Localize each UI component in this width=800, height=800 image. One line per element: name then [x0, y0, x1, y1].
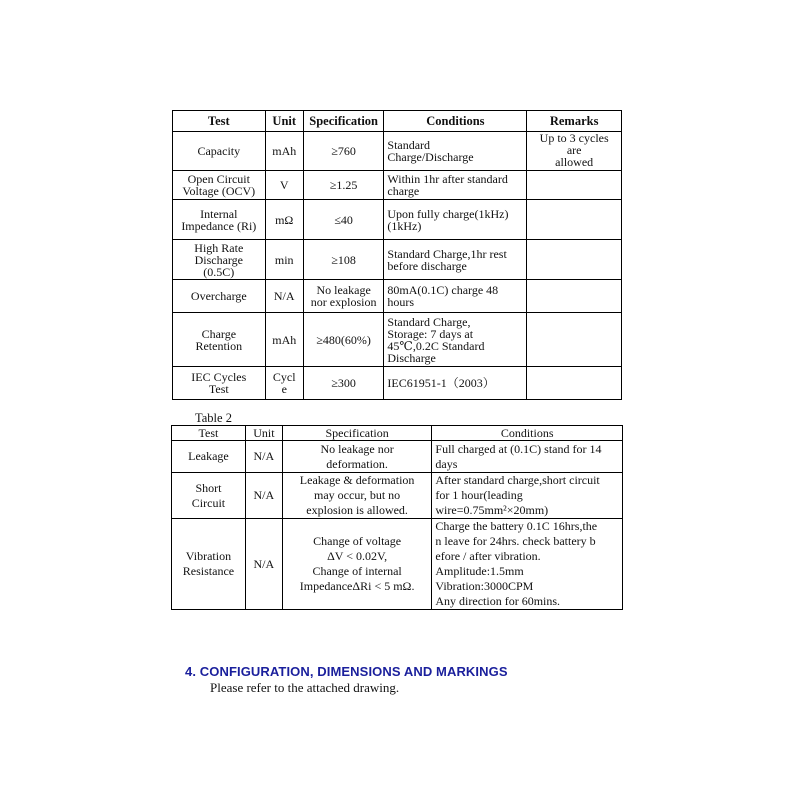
cell-unit: N/A	[245, 441, 282, 473]
cell-conditions: After standard charge,short circuit for 1 hour(leading wire=0.75mm²×20mm)	[432, 473, 623, 519]
cell-test: IEC Cycles Test	[173, 367, 266, 400]
header-conditions: Conditions	[432, 426, 623, 441]
table-header-row	[173, 111, 622, 132]
cell-test: Internal Impedance (Ri)	[173, 200, 266, 240]
table-row	[173, 313, 622, 367]
header-specification: Specification	[303, 111, 384, 132]
cell-test: Capacity	[173, 132, 266, 171]
header-specification: Specification	[282, 426, 432, 441]
cell-conditions: Within 1hr after standard charge	[384, 171, 527, 200]
cell-remarks	[527, 240, 622, 280]
table-2-caption: Table 2	[195, 411, 232, 425]
cell-spec: Leakage & deformation may occur, but no explosion is allowed.	[282, 473, 432, 519]
cell-remarks	[527, 313, 622, 367]
header-test: Test	[173, 111, 266, 132]
table-row	[172, 441, 623, 473]
table-row	[173, 200, 622, 240]
cell-remarks: Up to 3 cycles are allowed	[527, 132, 622, 171]
cell-test: Overcharge	[173, 280, 266, 313]
cell-remarks	[527, 367, 622, 400]
cell-conditions: 80mA(0.1C) charge 48 hours	[384, 280, 527, 313]
cell-unit: mΩ	[265, 200, 303, 240]
cell-test: Short Circuit	[172, 473, 246, 519]
header-remarks: Remarks	[527, 111, 622, 132]
table-row	[173, 367, 622, 400]
cell-test: High Rate Discharge (0.5C)	[173, 240, 266, 280]
table-row	[172, 473, 623, 519]
header-unit: Unit	[265, 111, 303, 132]
cell-unit: N/A	[245, 519, 282, 610]
cell-spec: ≥760	[303, 132, 384, 171]
cell-unit: N/A	[265, 280, 303, 313]
test-table-2	[171, 425, 623, 610]
cell-test: Open Circuit Voltage (OCV)	[173, 171, 266, 200]
cell-spec: No leakage nor explosion	[303, 280, 384, 313]
cell-conditions: Full charged at (0.1C) stand for 14 days	[432, 441, 623, 473]
table-row	[173, 132, 622, 171]
cell-unit: mAh	[265, 132, 303, 171]
cell-spec: ≥300	[303, 367, 384, 400]
cell-spec: ≤40	[303, 200, 384, 240]
header-conditions: Conditions	[384, 111, 527, 132]
cell-test: Vibration Resistance	[172, 519, 246, 610]
table-row	[173, 171, 622, 200]
cell-conditions: IEC61951-1（2003）	[384, 367, 527, 400]
section-body: Please refer to the attached drawing.	[210, 680, 400, 695]
cell-conditions: Upon fully charge(1kHz) (1kHz)	[384, 200, 527, 240]
cell-conditions: Standard Charge,1hr rest before discharge	[384, 240, 527, 280]
cell-remarks	[527, 280, 622, 313]
cell-conditions: Standard Charge, Storage: 7 days at 45℃,0.2C Standard Discharge	[384, 313, 527, 367]
cell-spec: ≥480(60%)	[303, 313, 384, 367]
cell-unit: Cycl e	[265, 367, 303, 400]
cell-unit: mAh	[265, 313, 303, 367]
cell-spec: ≥1.25	[303, 171, 384, 200]
section-title: 4. CONFIGURATION, DIMENSIONS AND MARKINGS	[185, 664, 508, 679]
table-row	[173, 280, 622, 313]
cell-conditions: Charge the battery 0.1C 16hrs,the n leave for 24hrs. check battery b efore / after vibration. Amplitude:1.5mm Vibration:3000CPM Any direction for 60mins.	[432, 519, 623, 610]
cell-spec: Change of voltage ΔV < 0.02V, Change of internal ImpedanceΔRi < 5 mΩ.	[282, 519, 432, 610]
table-header-row	[172, 426, 623, 441]
cell-conditions: Standard Charge/Discharge	[384, 132, 527, 171]
header-unit: Unit	[245, 426, 282, 441]
test-table-1	[172, 110, 622, 400]
table-row	[173, 240, 622, 280]
table-row	[172, 519, 623, 610]
cell-test: Charge Retention	[173, 313, 266, 367]
cell-remarks	[527, 200, 622, 240]
cell-remarks	[527, 171, 622, 200]
cell-unit: V	[265, 171, 303, 200]
cell-unit: min	[265, 240, 303, 280]
header-test: Test	[172, 426, 246, 441]
cell-unit: N/A	[245, 473, 282, 519]
cell-test: Leakage	[172, 441, 246, 473]
cell-spec: ≥108	[303, 240, 384, 280]
cell-spec: No leakage nor deformation.	[282, 441, 432, 473]
